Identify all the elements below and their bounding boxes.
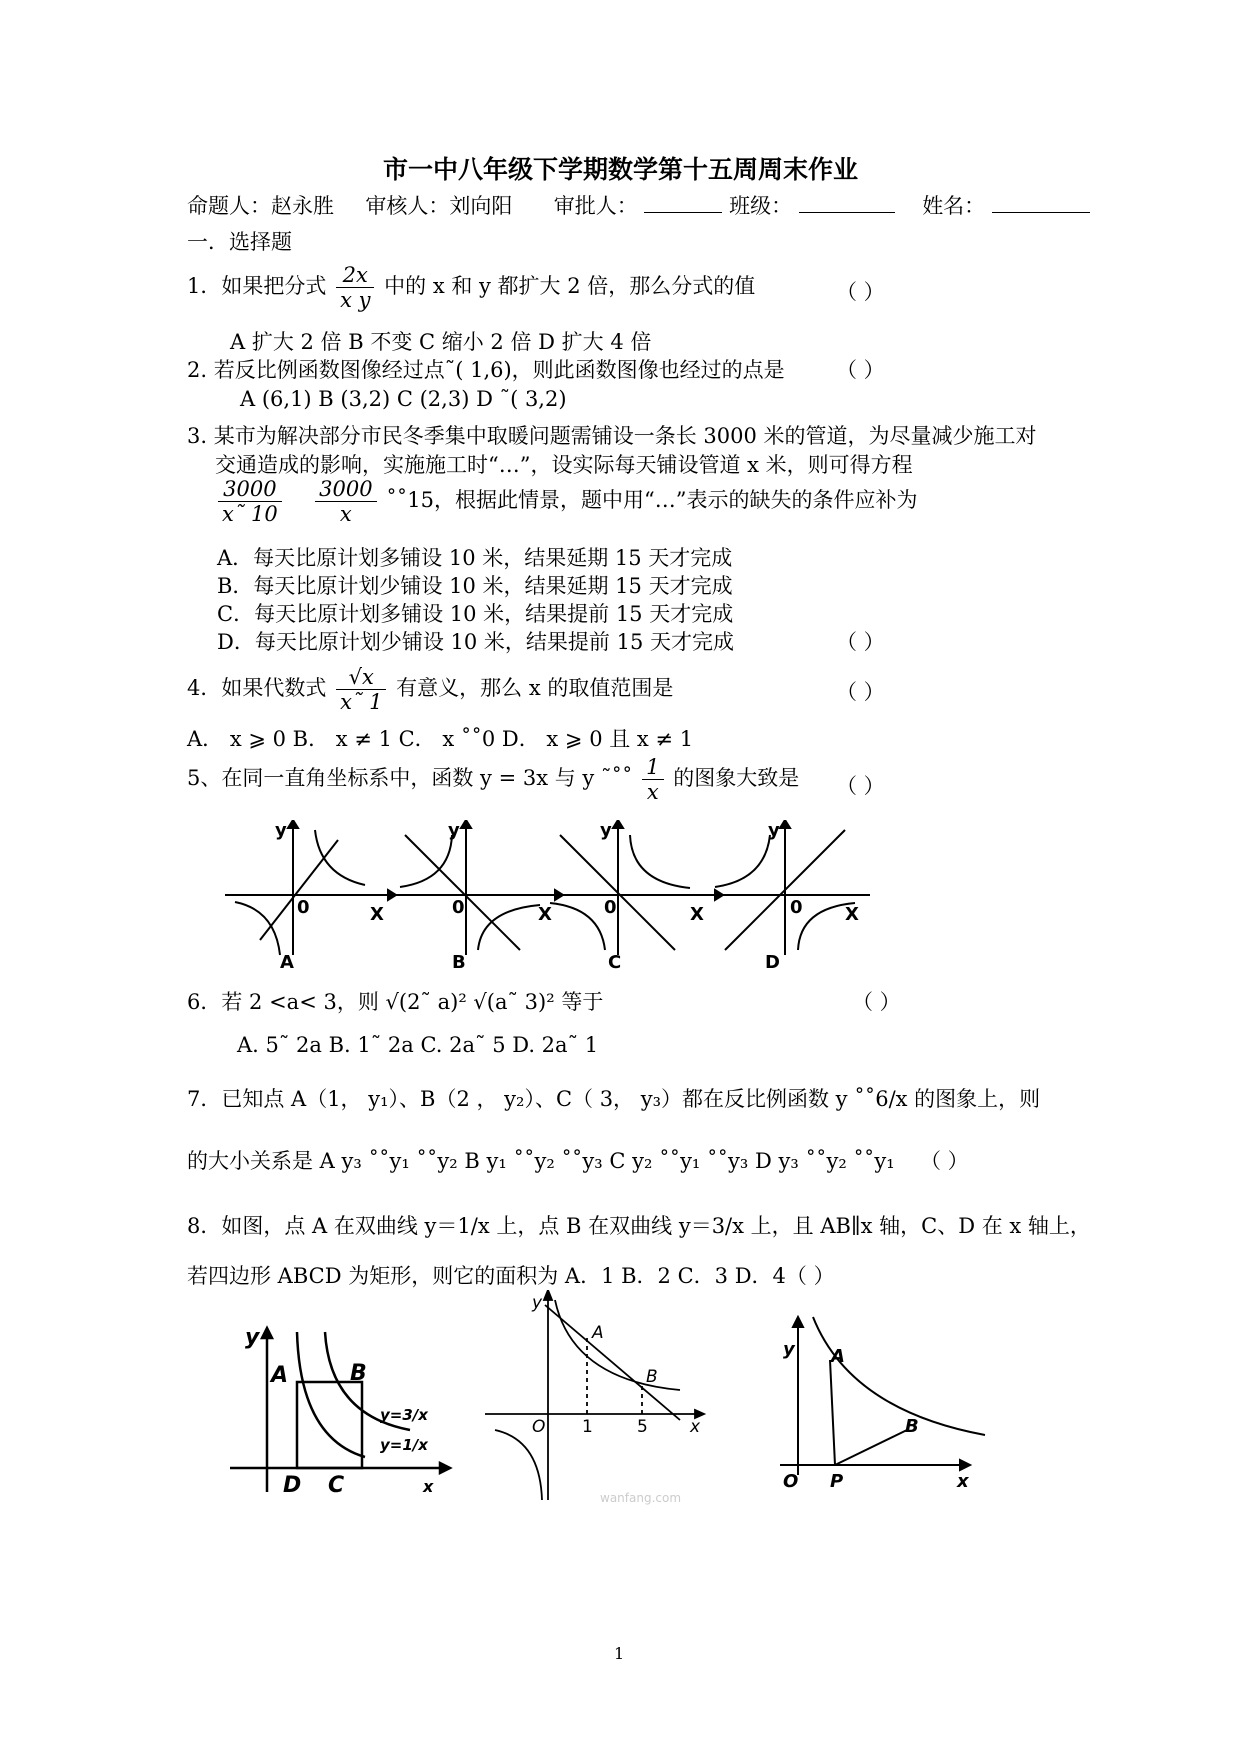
q3-equation: [215, 477, 917, 526]
graph-b: [395, 820, 563, 955]
fig1-curve-label-2: y=1/x: [380, 1436, 428, 1454]
fig3-point-b: B: [905, 1416, 919, 1437]
fig2-tick-1: 1: [582, 1417, 593, 1437]
q2-options: A (6,1) B (3,2) C (2,3) D ˜( 3,2): [240, 387, 567, 411]
q6-answer-paren: （ ）: [852, 990, 901, 1014]
section-heading: 一．选择题: [187, 230, 292, 254]
fig2-point-b: B: [646, 1367, 658, 1387]
graph-d-x-label: X: [845, 904, 859, 925]
q1-frac-den: x y: [336, 287, 374, 312]
q3-eq-tail: ˚˚15，根据此情景，题中用“…”表示的缺失的条件应补为: [386, 488, 918, 512]
q4-answer-paren: （ ）: [836, 680, 885, 704]
graph-c-origin: 0: [604, 897, 617, 918]
q1-frac-num: 2x: [342, 263, 368, 287]
q5-answer-paren: （ ）: [836, 774, 885, 798]
header-info: [187, 190, 1090, 220]
graph-b-caption: B: [452, 952, 466, 970]
q5-post: 的图象大致是: [673, 766, 800, 790]
question-1: [187, 263, 755, 312]
page-number: 1: [614, 1644, 625, 1663]
q1-post: 中的 x 和 y 都扩大 2 倍，那么分式的值: [384, 274, 756, 298]
name-label: 姓名：: [922, 194, 986, 218]
q4-pre: 4．如果代数式: [187, 676, 327, 700]
q5-fraction: [642, 755, 663, 804]
fig3-point-p: P: [830, 1471, 844, 1492]
graph-a-x-label: X: [370, 904, 384, 925]
q5-frac-den: x: [642, 779, 663, 804]
q8-figure-2: [480, 1290, 710, 1510]
q8-line2: 若四边形 ABCD 为矩形，则它的面积为 A．1 B．2 C．3 D．4（ ）: [187, 1264, 835, 1288]
fig1-curve-label-1: y=3/x: [380, 1406, 428, 1424]
q5-mid: ˜˚˚: [600, 766, 633, 790]
fig3-point-a: A: [831, 1346, 845, 1367]
name-blank[interactable]: [992, 194, 1090, 213]
graph-b-y-label: y: [448, 820, 460, 841]
fig3-x-label: x: [957, 1471, 969, 1492]
fig3-y-label: y: [783, 1339, 795, 1360]
approver-blank[interactable]: [644, 194, 722, 213]
fig1-point-d: D: [283, 1473, 302, 1495]
q3-fraction-2: [315, 477, 376, 526]
question-6: 6．若 2 <a< 3，则 √(2˜ a)² √(a˜ 3)² 等于: [187, 990, 604, 1014]
q3-f2-den: x: [315, 501, 376, 526]
q3-f1-num: 3000: [223, 477, 277, 501]
graph-a-y-label: y: [275, 820, 287, 841]
q4-frac-den: x˜ 1: [336, 689, 386, 714]
q7-line1: 7．已知点 A（1， y₁）、B（2 ， y₂）、C（ 3， y₃）都在反比例函数 y ˚˚6/x 的图象上，则: [187, 1087, 1041, 1111]
fig2-origin: O: [532, 1417, 546, 1437]
graph-b-origin: 0: [452, 897, 465, 918]
fig1-point-c: C: [328, 1473, 345, 1495]
graph-c-caption: C: [608, 952, 622, 970]
q3-option-a: A．每天比原计划多铺设 10 米，结果延期 15 天才完成: [217, 546, 733, 570]
q5-pre: 5、在同一直角坐标系中，函数 y = 3x 与 y: [187, 766, 595, 790]
graph-d-y-label: y: [768, 820, 780, 841]
q3-fraction-1: [218, 477, 282, 526]
q4-post: 有意义，那么 x 的取值范围是: [396, 676, 674, 700]
q5-frac-num: 1: [646, 755, 660, 779]
fig2-y-label: y: [532, 1293, 543, 1313]
q1-fraction: [336, 263, 374, 312]
q4-fraction: [336, 665, 386, 714]
q1-options: A 扩大 2 倍 B 不变 C 缩小 2 倍 D 扩大 4 倍: [230, 330, 652, 354]
q8-figure-3: [775, 1315, 995, 1495]
q1-pre: 1．如果把分式: [187, 274, 327, 298]
q3-option-c: C．每天比原计划多铺设 10 米，结果提前 15 天才完成: [217, 602, 734, 626]
class-blank[interactable]: [799, 194, 895, 213]
graph-d-origin: 0: [790, 897, 803, 918]
q3-option-b: B．每天比原计划少铺设 10 米，结果延期 15 天才完成: [217, 574, 733, 598]
q3-option-d: D．每天比原计划少铺设 10 米，结果提前 15 天才完成: [217, 630, 734, 654]
q8-figure-1: [225, 1320, 455, 1495]
graph-d: [710, 820, 870, 955]
fig2-tick-5: 5: [637, 1417, 648, 1437]
fig1-x-label: x: [423, 1477, 434, 1495]
class-label: 班级：: [729, 194, 793, 218]
q6-options: A. 5˜ 2a B. 1˜ 2a C. 2a˜ 5 D. 2a˜ 1: [237, 1033, 599, 1057]
graph-a-caption: A: [280, 952, 294, 970]
q7-answer-paren: （ ）: [920, 1149, 969, 1173]
fig1-point-a: A: [271, 1363, 289, 1388]
fig2-x-label: x: [690, 1417, 701, 1437]
q4-options: A． x ⩾ 0 B． x ≠ 1 C． x ˚˚0 D． x ⩾ 0 且 x ≠ 1: [187, 727, 694, 751]
graph-a-origin: 0: [297, 897, 310, 918]
fig1-point-b: B: [350, 1361, 367, 1386]
graph-c-x-label: X: [690, 904, 704, 925]
q3-f2-num: 3000: [319, 477, 373, 501]
approver-label: 审批人：: [553, 194, 638, 218]
setter-label: 命题人：赵永胜: [187, 194, 334, 218]
q3-f1-den: x˜ 10: [218, 501, 282, 526]
q3-line1: 3. 某市为解决部分市民冬季集中取暖问题需铺设一条长 3000 米的管道，为尽量减少施工对: [187, 424, 1037, 448]
graph-c: [550, 820, 723, 955]
graph-b-x-label: X: [538, 904, 552, 925]
q4-frac-num: √x: [348, 665, 374, 689]
q3-line2: 交通造成的影响，实施施工时“…”，设实际每天铺设管道 x 米，则可得方程: [215, 453, 913, 477]
q8-line1: 8．如图，点 A 在双曲线 y＝1/x 上，点 B 在双曲线 y＝3/x 上，且 AB∥x 轴，C、D 在 x 轴上，: [187, 1214, 1091, 1238]
question-5: [187, 755, 799, 804]
graph-a: [225, 820, 396, 955]
graph-c-y-label: y: [600, 820, 612, 841]
page-title: 市一中八年级下学期数学第十五周周末作业: [382, 155, 858, 184]
q5-graphs: [220, 820, 870, 970]
question-4: [187, 665, 673, 714]
q7-line2: 的大小关系是 A y₃ ˚˚y₁ ˚˚y₂ B y₁ ˚˚y₂ ˚˚y₃ C y₂ ˚˚y₁ ˚˚y₃ D y₃ ˚˚y₂ ˚˚y₁: [187, 1149, 895, 1173]
graph-d-caption: D: [765, 952, 780, 970]
reviewer-label: 审核人：刘向阳: [365, 194, 513, 218]
q1-answer-paren: （ ）: [836, 280, 885, 304]
fig2-point-a: A: [592, 1323, 604, 1343]
question-2: 2. 若反比例函数图像经过点˜( 1,6)，则此函数图像也经过的点是: [187, 358, 785, 382]
watermark: wanfang.com: [600, 1491, 682, 1505]
fig3-origin: O: [783, 1471, 799, 1492]
q3-answer-paren: （ ）: [836, 630, 885, 654]
q2-answer-paren: （ ）: [836, 358, 885, 382]
fig1-y-label: y: [245, 1325, 260, 1350]
